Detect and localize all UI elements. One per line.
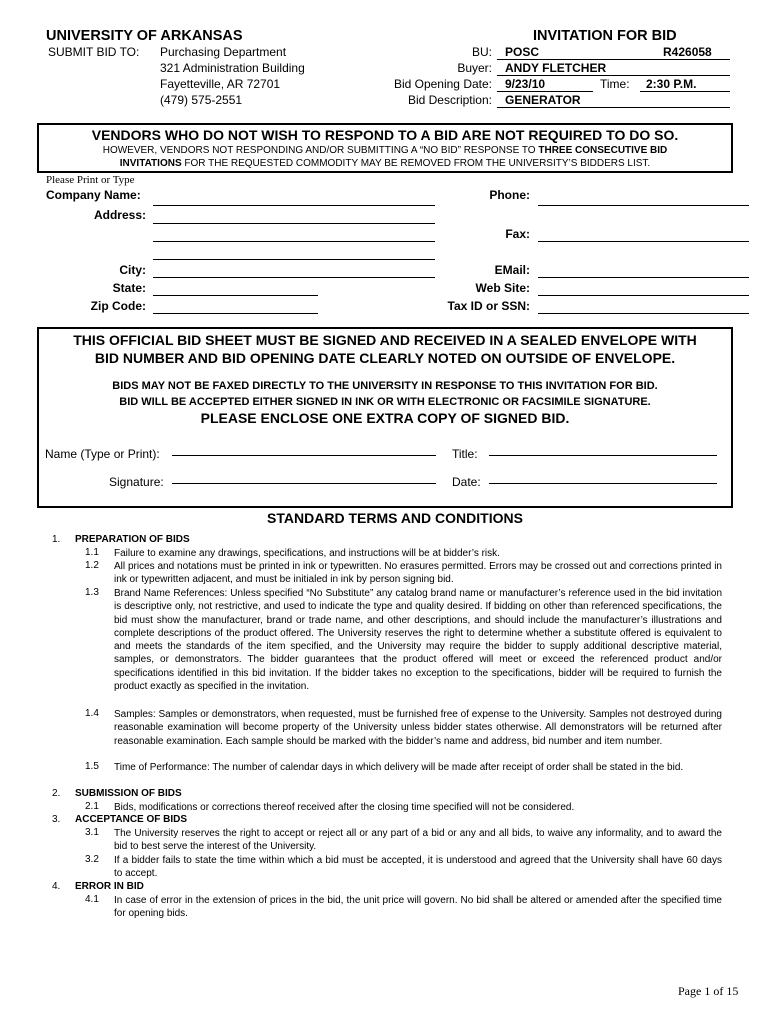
- fax-label: Fax:: [505, 227, 530, 241]
- official-bid-sheet-box: [37, 327, 733, 508]
- time-value: 2:30 P.M.: [646, 77, 697, 91]
- bu-label: BU:: [471, 45, 492, 59]
- buyer-value: ANDY FLETCHER: [505, 61, 607, 75]
- section-1-title: PREPARATION OF BIDS: [75, 534, 190, 545]
- section-3-number: 3.: [52, 814, 61, 825]
- address-line-2: 321 Administration Building: [160, 61, 305, 75]
- company-name-label: Company Name:: [46, 188, 141, 202]
- address-field-2[interactable]: [153, 241, 435, 242]
- item-3-2-number: 3.2: [85, 854, 99, 865]
- section-4-title: ERROR IN BID: [75, 881, 144, 892]
- signature-label: Signature:: [109, 475, 164, 489]
- name-label: Name (Type or Print):: [45, 447, 160, 461]
- time-label: Time:: [600, 77, 630, 91]
- section-3-title: ACCEPTANCE OF BIDS: [75, 814, 188, 825]
- item-3-1-text: The University reserves the right to accept or reject all or any part of a bid or any and all bids, to waive any informality, and to award the bid to best serve the interest of the University.: [114, 828, 722, 853]
- phone-field[interactable]: [538, 205, 749, 206]
- item-2-1-number: 2.1: [85, 801, 99, 812]
- description-label: Bid Description:: [407, 93, 492, 107]
- address-field-1[interactable]: [153, 223, 435, 224]
- item-1-4-number: 1.4: [85, 708, 99, 719]
- section-2-number: 2.: [52, 788, 61, 799]
- address-label: Address:: [93, 208, 146, 222]
- date-field[interactable]: [489, 483, 717, 484]
- zip-code-label: Zip Code:: [90, 299, 146, 313]
- item-1-4-text: Samples: Samples or demonstrators, when requested, must be furnished free of expense to the University. Samples not destroyed during reasonable examination will become property of the University unless bidder states otherwise. All demonstrators will be returned after reasonable examination. Each sample should be marked with the bidder’s name and address, bid number and item number.: [114, 709, 722, 747]
- website-label: Web Site:: [475, 281, 530, 295]
- submit-label: SUBMIT BID TO:: [48, 45, 140, 59]
- phone-label: Phone:: [489, 188, 530, 202]
- university-name: UNIVERSITY OF ARKANSAS: [46, 28, 243, 44]
- terms-heading: STANDARD TERMS AND CONDITIONS: [267, 510, 523, 526]
- title-field[interactable]: [489, 455, 717, 456]
- buyer-underline: [497, 75, 730, 76]
- opening-date-underline: [497, 91, 593, 92]
- bu-underline: [497, 59, 730, 60]
- state-field[interactable]: [153, 295, 318, 296]
- item-1-5-text: Time of Performance: The number of calendar days in which delivery will be made after receipt of order shall be stated in the bid.: [114, 762, 684, 773]
- name-field[interactable]: [172, 455, 436, 456]
- buyer-label: Buyer:: [457, 61, 492, 75]
- no-bid-line-2: [39, 158, 731, 169]
- item-1-1-text: Failure to examine any drawings, specifications, and instructions will be at bidder’s risk.: [114, 548, 500, 559]
- no-bid-headline: VENDORS WHO DO NOT WISH TO RESPOND TO A BID ARE NOT REQUIRED TO DO SO.: [91, 127, 679, 143]
- item-1-2-text: All prices and notations must be printed in ink or typewritten. No erasures permitted. Errors may be crossed out and corrections printed in ink or typewritten adjacent, and must be initialed in ink by person signing bid.: [114, 561, 722, 586]
- item-4-1-number: 4.1: [85, 894, 99, 905]
- signature-field[interactable]: [172, 483, 436, 484]
- tax-id-label: Tax ID or SSN:: [447, 299, 530, 313]
- opening-date-label: Bid Opening Date:: [393, 77, 492, 91]
- item-3-1-number: 3.1: [85, 827, 99, 838]
- item-1-5-number: 1.5: [85, 761, 99, 772]
- document-type: INVITATION FOR BID: [533, 28, 677, 44]
- opening-date-value: 9/23/10: [505, 77, 546, 91]
- item-1-1-number: 1.1: [85, 547, 99, 558]
- address-line-3: Fayetteville, AR 72701: [160, 77, 281, 91]
- print-note: Please Print or Type: [46, 174, 135, 186]
- company-name-field[interactable]: [153, 205, 435, 206]
- item-2-1-text: Bids, modifications or corrections thereof received after the closing time specified will not be considered.: [114, 802, 575, 813]
- no-bid-line-2-text: FOR THE REQUESTED COMMODITY MAY BE REMOVED FROM THE UNIVERSITY’S BIDDERS LIST.: [181, 158, 651, 169]
- email-field[interactable]: [538, 277, 749, 278]
- address-line-4: (479) 575-2551: [160, 93, 243, 107]
- title-label: Title:: [452, 447, 478, 461]
- zip-code-field[interactable]: [153, 313, 318, 314]
- date-label: Date:: [452, 475, 481, 489]
- official-line-4: BID WILL BE ACCEPTED EITHER SIGNED IN INK OR WITH ELECTRONIC OR FACSIMILE SIGNATURE.: [119, 396, 651, 408]
- item-1-2-number: 1.2: [85, 560, 99, 571]
- city-field[interactable]: [153, 277, 435, 278]
- item-4-1-text: In case of error in the extension of prices in the bid, the unit price will govern. No bid shall be altered or amended after the specified time for opening bids.: [114, 895, 722, 920]
- item-1-3-text: Brand Name References: Unless specified “No Substitute” any catalog brand name or manufacturer’s reference used in the bid invitation is descriptive only, not restrictive, and used to indicate the type and quality desired. If bidding on other than referenced specifications, the bid must show the manufacturer, brand or trade name, and other descriptions, and should include the manufacturer’s illustrations and complete descriptions of the product offered. The University reserves the right to determine whether a substitute offered is equivalent to and meets the standards of the item specified, and the University may require the bidder to supply additional descriptive material, samples, or demonstrators. The bidder guarantees that the product offered will meet or exceed the referenced product and/or specifications identified in this bid invitation. If the bidder takes no exception to the specifications, bidder will be required to furnish the product exactly as specified in the invitation.: [114, 588, 722, 693]
- address-line-1: Purchasing Department: [160, 45, 287, 59]
- item-1-3-number: 1.3: [85, 587, 99, 598]
- fax-field[interactable]: [538, 241, 749, 242]
- item-3-2-text: If a bidder fails to state the time within which a bid must be accepted, it is understood and agreed that the University shall have 60 days to accept.: [114, 855, 722, 880]
- bu-value: POSC: [505, 45, 540, 59]
- no-bid-notice-box: [37, 123, 733, 173]
- official-line-1: THIS OFFICIAL BID SHEET MUST BE SIGNED AND RECEIVED IN A SEALED ENVELOPE WITH: [73, 332, 697, 348]
- no-bid-line-1-bold: THREE CONSECUTIVE BID: [538, 145, 668, 156]
- section-1-number: 1.: [52, 534, 61, 545]
- description-underline: [497, 107, 730, 108]
- page-number: Page 1 of 15: [678, 984, 739, 998]
- official-line-5: PLEASE ENCLOSE ONE EXTRA COPY OF SIGNED BID.: [200, 410, 570, 426]
- no-bid-line-1: [39, 145, 731, 156]
- time-underline: [640, 91, 730, 92]
- city-label: City:: [119, 263, 146, 277]
- bid-number: R426058: [663, 45, 712, 59]
- address-field-3[interactable]: [153, 259, 435, 260]
- section-2-title: SUBMISSION OF BIDS: [75, 788, 182, 799]
- email-label: EMail:: [494, 263, 530, 277]
- official-line-2: BID NUMBER AND BID OPENING DATE CLEARLY NOTED ON OUTSIDE OF ENVELOPE.: [94, 350, 676, 366]
- tax-id-field[interactable]: [538, 313, 749, 314]
- state-label: State:: [112, 281, 146, 295]
- official-line-3: BIDS MAY NOT BE FAXED DIRECTLY TO THE UNIVERSITY IN RESPONSE TO THIS INVITATION FOR BID.: [112, 380, 658, 392]
- no-bid-line-2-bold: INVITATIONS: [119, 158, 182, 169]
- description-value: GENERATOR: [505, 93, 581, 107]
- section-4-number: 4.: [52, 881, 61, 892]
- website-field[interactable]: [538, 295, 749, 296]
- no-bid-line-1-text: HOWEVER, VENDORS NOT RESPONDING AND/OR SUBMITTING A “NO BID” RESPONSE TO: [102, 145, 539, 156]
